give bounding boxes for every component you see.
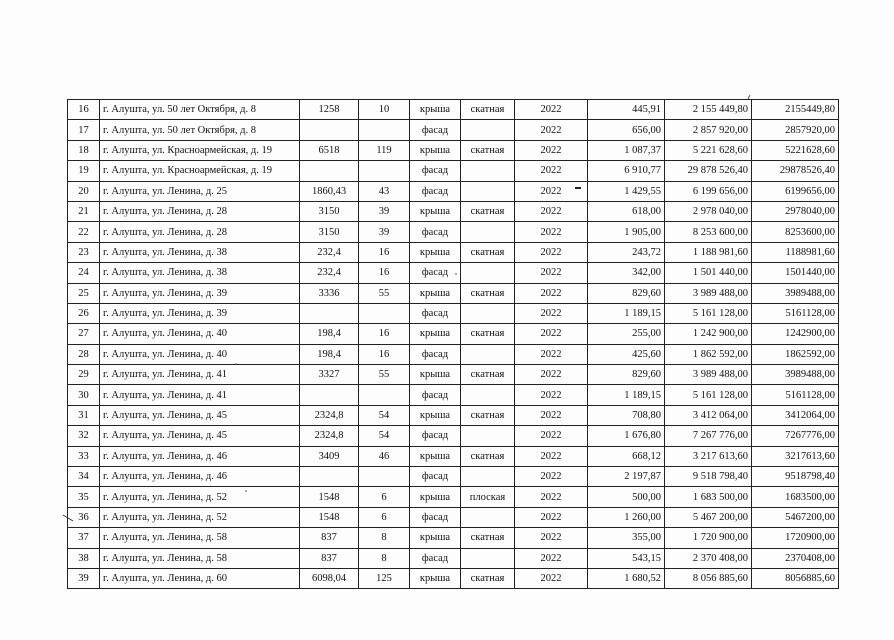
total-cell: 1720900,00 <box>752 528 839 548</box>
unit-cost-cell: 355,00 <box>588 528 665 548</box>
roof-type-cell: скатная <box>461 242 515 262</box>
address-cell: г. Алушта, ул. Ленина, д. 38 <box>100 263 300 283</box>
sum-cell: 3 217 613,60 <box>665 446 752 466</box>
table-row <box>68 385 839 405</box>
unit-cost-cell: 543,15 <box>588 548 665 568</box>
flats-cell: 39 <box>359 222 410 242</box>
table-row <box>68 303 839 323</box>
table-row <box>68 568 839 588</box>
address-cell: г. Алушта, ул. Ленина, д. 40 <box>100 324 300 344</box>
roof-type-cell <box>461 426 515 446</box>
year-cell: 2022 <box>515 467 588 487</box>
address-cell: г. Алушта, ул. Ленина, д. 46 <box>100 446 300 466</box>
sum-cell: 1 188 981,60 <box>665 242 752 262</box>
address-cell: г. Алушта, ул. Ленина, д. 39 <box>100 303 300 323</box>
row-number: 31 <box>68 405 100 425</box>
total-cell: 5161128,00 <box>752 385 839 405</box>
total-cell: 5221628,60 <box>752 140 839 160</box>
unit-cost-cell: 1 676,80 <box>588 426 665 446</box>
element-cell: крыша <box>410 405 461 425</box>
unit-cost-cell: 668,12 <box>588 446 665 466</box>
area-cell: 3409 <box>300 446 359 466</box>
sum-cell: 5 161 128,00 <box>665 385 752 405</box>
element-cell: крыша <box>410 283 461 303</box>
total-cell: 2857920,00 <box>752 120 839 140</box>
flats-cell <box>359 467 410 487</box>
year-cell: 2022 <box>515 120 588 140</box>
unit-cost-cell: 342,00 <box>588 263 665 283</box>
flats-cell: 16 <box>359 242 410 262</box>
element-cell: фасад <box>410 161 461 181</box>
row-number: 36 <box>68 507 100 527</box>
roof-type-cell: скатная <box>461 568 515 588</box>
year-cell: 2022 <box>515 324 588 344</box>
address-cell: г. Алушта, ул. Ленина, д. 60 <box>100 568 300 588</box>
sum-cell: 5 161 128,00 <box>665 303 752 323</box>
year-cell: 2022 <box>515 507 588 527</box>
area-cell: 232,4 <box>300 263 359 283</box>
sum-cell: 5 221 628,60 <box>665 140 752 160</box>
element-cell: крыша <box>410 324 461 344</box>
unit-cost-cell: 2 197,87 <box>588 467 665 487</box>
unit-cost-cell: 1 189,15 <box>588 303 665 323</box>
sum-cell: 1 862 592,00 <box>665 344 752 364</box>
unit-cost-cell: 1 680,52 <box>588 568 665 588</box>
table-row <box>68 140 839 160</box>
address-cell: г. Алушта, ул. Ленина, д. 45 <box>100 405 300 425</box>
total-cell: 2978040,00 <box>752 201 839 221</box>
total-cell: 2370408,00 <box>752 548 839 568</box>
table-row <box>68 405 839 425</box>
flats-cell: 55 <box>359 283 410 303</box>
table-row <box>68 487 839 507</box>
table-row <box>68 263 839 283</box>
sum-cell: 7 267 776,00 <box>665 426 752 446</box>
roof-type-cell <box>461 222 515 242</box>
address-cell: г. Алушта, ул. Ленина, д. 39 <box>100 283 300 303</box>
flats-cell: 6 <box>359 487 410 507</box>
total-cell: 8056885,60 <box>752 568 839 588</box>
roof-type-cell: скатная <box>461 324 515 344</box>
sum-cell: 1 242 900,00 <box>665 324 752 344</box>
flats-cell: 43 <box>359 181 410 201</box>
area-cell: 1548 <box>300 487 359 507</box>
address-cell: г. Алушта, ул. Ленина, д. 25 <box>100 181 300 201</box>
address-cell: г. Алушта, ул. Ленина, д. 58 <box>100 528 300 548</box>
address-cell: г. Алушта, ул. Ленина, д. 41 <box>100 385 300 405</box>
flats-cell <box>359 385 410 405</box>
row-number: 19 <box>68 161 100 181</box>
roof-type-cell <box>461 507 515 527</box>
year-cell: 2022 <box>515 283 588 303</box>
address-cell: г. Алушта, ул. Ленина, д. 52 <box>100 487 300 507</box>
table-row <box>68 365 839 385</box>
area-cell: 6098,04 <box>300 568 359 588</box>
area-cell: 837 <box>300 548 359 568</box>
address-cell: г. Алушта, ул. Ленина, д. 45 <box>100 426 300 446</box>
flats-cell: 6 <box>359 507 410 527</box>
year-cell: 2022 <box>515 100 588 120</box>
flats-cell: 16 <box>359 344 410 364</box>
area-cell <box>300 467 359 487</box>
row-number: 26 <box>68 303 100 323</box>
year-cell: 2022 <box>515 528 588 548</box>
sum-cell: 2 857 920,00 <box>665 120 752 140</box>
sum-cell: 3 412 064,00 <box>665 405 752 425</box>
roof-type-cell <box>461 181 515 201</box>
row-number: 32 <box>68 426 100 446</box>
housing-repair-table <box>67 99 839 589</box>
total-cell: 5161128,00 <box>752 303 839 323</box>
total-cell: 29878526,40 <box>752 161 839 181</box>
element-cell: крыша <box>410 446 461 466</box>
area-cell: 1258 <box>300 100 359 120</box>
flats-cell <box>359 120 410 140</box>
roof-type-cell: плоская <box>461 487 515 507</box>
year-cell: 2022 <box>515 344 588 364</box>
table-row <box>68 446 839 466</box>
address-cell: г. Алушта, ул. Красноармейская, д. 19 <box>100 140 300 160</box>
area-cell: 1548 <box>300 507 359 527</box>
unit-cost-cell: 255,00 <box>588 324 665 344</box>
year-cell: 2022 <box>515 222 588 242</box>
roof-type-cell: скатная <box>461 365 515 385</box>
year-cell: 2022 <box>515 568 588 588</box>
area-cell: 3336 <box>300 283 359 303</box>
area-cell <box>300 120 359 140</box>
row-number: 38 <box>68 548 100 568</box>
address-cell: г. Алушта, ул. Ленина, д. 28 <box>100 222 300 242</box>
address-cell: г. Алушта, ул. Ленина, д. 40 <box>100 344 300 364</box>
unit-cost-cell: 656,00 <box>588 120 665 140</box>
roof-type-cell <box>461 120 515 140</box>
element-cell: фасад <box>410 344 461 364</box>
total-cell: 6199656,00 <box>752 181 839 201</box>
roof-type-cell <box>461 385 515 405</box>
sum-cell: 1 501 440,00 <box>665 263 752 283</box>
element-cell: фасад <box>410 507 461 527</box>
unit-cost-cell: 1 905,00 <box>588 222 665 242</box>
roof-type-cell <box>461 263 515 283</box>
area-cell: 2324,8 <box>300 405 359 425</box>
total-cell: 2155449,80 <box>752 100 839 120</box>
sum-cell: 3 989 488,00 <box>665 365 752 385</box>
element-cell: фасад <box>410 181 461 201</box>
unit-cost-cell: 829,60 <box>588 283 665 303</box>
table-row <box>68 222 839 242</box>
row-number: 21 <box>68 201 100 221</box>
element-cell: крыша <box>410 568 461 588</box>
roof-type-cell: скатная <box>461 140 515 160</box>
area-cell <box>300 161 359 181</box>
unit-cost-cell: 1 260,00 <box>588 507 665 527</box>
row-number: 34 <box>68 467 100 487</box>
element-cell: фасад <box>410 222 461 242</box>
roof-type-cell: скатная <box>461 100 515 120</box>
flats-cell: 16 <box>359 263 410 283</box>
table-body <box>68 100 839 589</box>
flats-cell: 119 <box>359 140 410 160</box>
total-cell: 1862592,00 <box>752 344 839 364</box>
total-cell: 3989488,00 <box>752 365 839 385</box>
unit-cost-cell: 618,00 <box>588 201 665 221</box>
total-cell: 7267776,00 <box>752 426 839 446</box>
roof-type-cell <box>461 344 515 364</box>
row-number: 28 <box>68 344 100 364</box>
address-cell: г. Алушта, ул. 50 лет Октября, д. 8 <box>100 120 300 140</box>
flats-cell: 55 <box>359 365 410 385</box>
total-cell: 8253600,00 <box>752 222 839 242</box>
flats-cell <box>359 161 410 181</box>
sum-cell: 5 467 200,00 <box>665 507 752 527</box>
element-cell: крыша <box>410 100 461 120</box>
area-cell: 3150 <box>300 222 359 242</box>
total-cell: 1683500,00 <box>752 487 839 507</box>
row-number: 37 <box>68 528 100 548</box>
table-row <box>68 467 839 487</box>
table-row <box>68 507 839 527</box>
address-cell: г. Алушта, ул. Красноармейская, д. 19 <box>100 161 300 181</box>
area-cell: 2324,8 <box>300 426 359 446</box>
area-cell: 232,4 <box>300 242 359 262</box>
sum-cell: 8 253 600,00 <box>665 222 752 242</box>
year-cell: 2022 <box>515 405 588 425</box>
flats-cell: 8 <box>359 548 410 568</box>
row-number: 30 <box>68 385 100 405</box>
row-number: 16 <box>68 100 100 120</box>
year-cell: 2022 <box>515 181 588 201</box>
unit-cost-cell: 6 910,77 <box>588 161 665 181</box>
year-cell: 2022 <box>515 548 588 568</box>
roof-type-cell: скатная <box>461 446 515 466</box>
area-cell: 3150 <box>300 201 359 221</box>
table-row <box>68 344 839 364</box>
unit-cost-cell: 1 189,15 <box>588 385 665 405</box>
element-cell: фасад <box>410 303 461 323</box>
sum-cell: 8 056 885,60 <box>665 568 752 588</box>
flats-cell: 39 <box>359 201 410 221</box>
year-cell: 2022 <box>515 140 588 160</box>
row-number: 39 <box>68 568 100 588</box>
flats-cell: 125 <box>359 568 410 588</box>
area-cell: 837 <box>300 528 359 548</box>
table-row <box>68 120 839 140</box>
unit-cost-cell: 500,00 <box>588 487 665 507</box>
sum-cell: 6 199 656,00 <box>665 181 752 201</box>
total-cell: 1501440,00 <box>752 263 839 283</box>
roof-type-cell <box>461 161 515 181</box>
total-cell: 3412064,00 <box>752 405 839 425</box>
address-cell: г. Алушта, ул. Ленина, д. 46 <box>100 467 300 487</box>
row-number: 18 <box>68 140 100 160</box>
roof-type-cell: скатная <box>461 405 515 425</box>
table-row <box>68 528 839 548</box>
row-number: 17 <box>68 120 100 140</box>
year-cell: 2022 <box>515 201 588 221</box>
year-cell: 2022 <box>515 242 588 262</box>
table-row <box>68 242 839 262</box>
area-cell: 1860,43 <box>300 181 359 201</box>
roof-type-cell: скатная <box>461 528 515 548</box>
address-cell: г. Алушта, ул. Ленина, д. 52 <box>100 507 300 527</box>
total-cell: 1242900,00 <box>752 324 839 344</box>
flats-cell: 8 <box>359 528 410 548</box>
area-cell <box>300 303 359 323</box>
table-row <box>68 100 839 120</box>
row-number: 25 <box>68 283 100 303</box>
row-number: 27 <box>68 324 100 344</box>
area-cell: 6518 <box>300 140 359 160</box>
year-cell: 2022 <box>515 161 588 181</box>
element-cell: фасад <box>410 385 461 405</box>
address-cell: г. Алушта, ул. Ленина, д. 28 <box>100 201 300 221</box>
sum-cell: 29 878 526,40 <box>665 161 752 181</box>
sum-cell: 1 683 500,00 <box>665 487 752 507</box>
flats-cell: 10 <box>359 100 410 120</box>
roof-type-cell: скатная <box>461 283 515 303</box>
address-cell: г. Алушта, ул. Ленина, д. 58 <box>100 548 300 568</box>
flats-cell <box>359 303 410 323</box>
sum-cell: 2 370 408,00 <box>665 548 752 568</box>
row-number: 33 <box>68 446 100 466</box>
year-cell: 2022 <box>515 487 588 507</box>
row-number: 35 <box>68 487 100 507</box>
address-cell: г. Алушта, ул. 50 лет Октября, д. 8 <box>100 100 300 120</box>
element-cell: фасад <box>410 120 461 140</box>
year-cell: 2022 <box>515 426 588 446</box>
address-cell: г. Алушта, ул. Ленина, д. 38 <box>100 242 300 262</box>
flats-cell: 54 <box>359 405 410 425</box>
unit-cost-cell: 829,60 <box>588 365 665 385</box>
row-number: 24 <box>68 263 100 283</box>
table-row <box>68 161 839 181</box>
area-cell <box>300 385 359 405</box>
roof-type-cell: скатная <box>461 201 515 221</box>
unit-cost-cell: 1 087,37 <box>588 140 665 160</box>
table-row <box>68 426 839 446</box>
table-row <box>68 283 839 303</box>
sum-cell: 2 978 040,00 <box>665 201 752 221</box>
total-cell: 3989488,00 <box>752 283 839 303</box>
element-cell: крыша <box>410 528 461 548</box>
year-cell: 2022 <box>515 385 588 405</box>
row-number: 23 <box>68 242 100 262</box>
element-cell: фасад <box>410 263 461 283</box>
roof-type-cell <box>461 303 515 323</box>
year-cell: 2022 <box>515 365 588 385</box>
total-cell: 5467200,00 <box>752 507 839 527</box>
element-cell: фасад <box>410 548 461 568</box>
area-cell: 3327 <box>300 365 359 385</box>
roof-type-cell <box>461 548 515 568</box>
table-row <box>68 201 839 221</box>
total-cell: 9518798,40 <box>752 467 839 487</box>
year-cell: 2022 <box>515 446 588 466</box>
sum-cell: 9 518 798,40 <box>665 467 752 487</box>
total-cell: 3217613,60 <box>752 446 839 466</box>
year-cell: 2022 <box>515 303 588 323</box>
sum-cell: 1 720 900,00 <box>665 528 752 548</box>
year-cell: 2022 <box>515 263 588 283</box>
unit-cost-cell: 243,72 <box>588 242 665 262</box>
row-number: 29 <box>68 365 100 385</box>
element-cell: крыша <box>410 365 461 385</box>
table-row <box>68 181 839 201</box>
table-row <box>68 548 839 568</box>
element-cell: крыша <box>410 201 461 221</box>
element-cell: крыша <box>410 140 461 160</box>
unit-cost-cell: 708,80 <box>588 405 665 425</box>
flats-cell: 54 <box>359 426 410 446</box>
sum-cell: 3 989 488,00 <box>665 283 752 303</box>
table-row <box>68 324 839 344</box>
row-number: 20 <box>68 181 100 201</box>
unit-cost-cell: 425,60 <box>588 344 665 364</box>
element-cell: фасад <box>410 467 461 487</box>
row-number: 22 <box>68 222 100 242</box>
element-cell: фасад <box>410 426 461 446</box>
area-cell: 198,4 <box>300 344 359 364</box>
element-cell: крыша <box>410 242 461 262</box>
flats-cell: 16 <box>359 324 410 344</box>
area-cell: 198,4 <box>300 324 359 344</box>
flats-cell: 46 <box>359 446 410 466</box>
element-cell: крыша <box>410 487 461 507</box>
roof-type-cell <box>461 467 515 487</box>
total-cell: 1188981,60 <box>752 242 839 262</box>
unit-cost-cell: 1 429,55 <box>588 181 665 201</box>
sum-cell: 2 155 449,80 <box>665 100 752 120</box>
address-cell: г. Алушта, ул. Ленина, д. 41 <box>100 365 300 385</box>
unit-cost-cell: 445,91 <box>588 100 665 120</box>
